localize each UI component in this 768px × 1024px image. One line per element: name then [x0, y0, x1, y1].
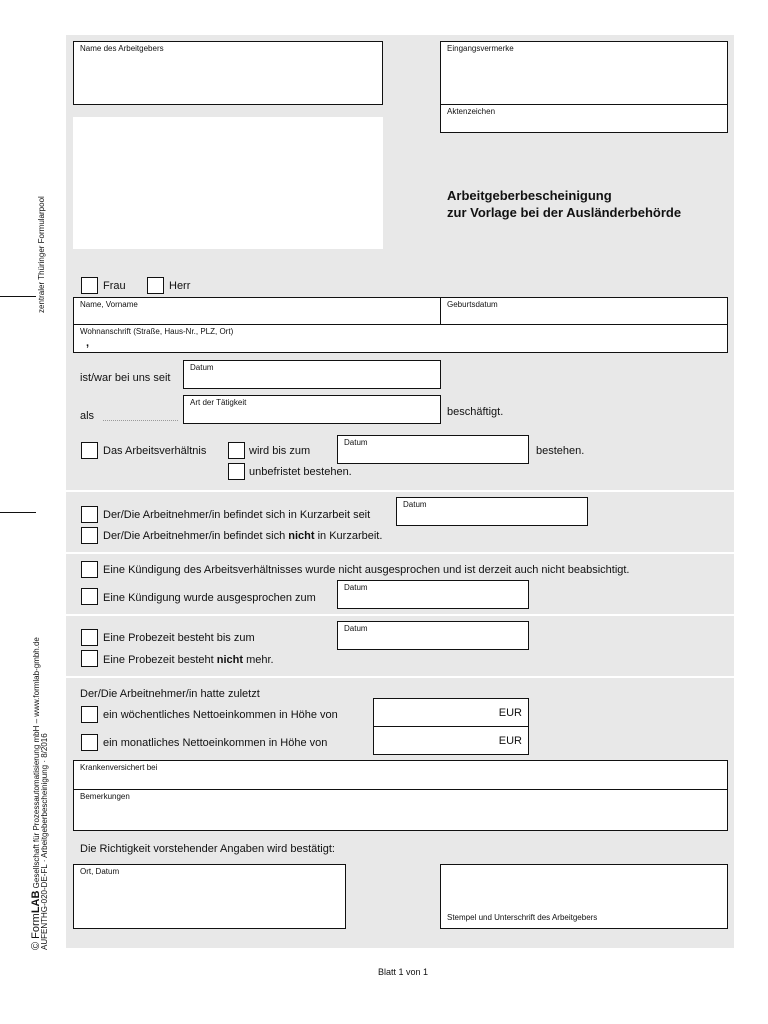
insured-label: Krankenversichert bei	[80, 763, 158, 772]
monthly-income-checkbox[interactable]	[81, 734, 98, 751]
copyright-prefix: © Form	[30, 913, 42, 950]
file-reference-field[interactable]	[440, 104, 728, 133]
signature-field[interactable]	[440, 864, 728, 929]
address-field[interactable]	[73, 324, 728, 353]
receipt-label: Eingangsvermerke	[447, 44, 514, 53]
kurzarbeit-not-checkbox[interactable]	[81, 527, 98, 544]
signature-label: Stempel und Unterschrift des Arbeitgebers	[447, 913, 598, 922]
employed-since-date-field[interactable]	[183, 360, 441, 389]
fold-mark-middle	[0, 512, 36, 513]
kurzarbeit-not-prefix: Der/Die Arbeitnehmer/in befindet sich	[103, 530, 289, 542]
probezeit-date-label: Datum	[344, 624, 368, 633]
as-label: als	[80, 410, 95, 422]
relation-until-date-label: Datum	[344, 438, 368, 447]
form-title-line1: Arbeitgeberbescheinigung	[447, 188, 612, 203]
as-dotted-line	[103, 420, 178, 421]
income-intro: Der/Die Arbeitnehmer/in hatte zuletzt	[80, 688, 260, 700]
monthly-income-label: ein monatliches Nettoeinkommen in Höhe von	[103, 737, 328, 749]
weekly-income-field[interactable]	[373, 698, 529, 727]
kurzarbeit-since-checkbox[interactable]	[81, 506, 98, 523]
form-code: AUFENTHG-020-DE-FL · Arbeitgeberbescheinigung · 8/2016	[40, 733, 49, 950]
kurzarbeit-date-field[interactable]	[396, 497, 588, 526]
probezeit-none-prefix: Eine Probezeit besteht	[103, 654, 217, 666]
form-title	[447, 187, 681, 221]
dob-label: Geburtsdatum	[447, 300, 498, 309]
relation-until-date-field[interactable]	[337, 435, 529, 464]
herr-checkbox[interactable]	[147, 277, 164, 294]
kurzarbeit-not-suffix: in Kurzarbeit.	[314, 530, 383, 542]
employer-name-label: Name des Arbeitgebers	[80, 44, 164, 53]
monthly-income-field[interactable]	[373, 726, 529, 755]
kurzarbeit-date-label: Datum	[403, 500, 427, 509]
dob-field[interactable]	[440, 297, 728, 325]
kuendigung-given-checkbox[interactable]	[81, 588, 98, 605]
probezeit-none-checkbox[interactable]	[81, 650, 98, 667]
kuendigung-date-field[interactable]	[337, 580, 529, 609]
probezeit-none-emph: nicht	[216, 654, 244, 666]
employed-label: beschäftigt.	[447, 406, 504, 418]
employed-since-date-label: Datum	[190, 363, 214, 372]
address-window[interactable]	[73, 117, 383, 249]
name-field[interactable]	[73, 297, 441, 325]
remarks-field[interactable]	[73, 789, 728, 831]
probezeit-none-suffix: mehr.	[243, 654, 274, 666]
monthly-currency: EUR	[498, 735, 522, 747]
receipt-field[interactable]	[440, 41, 728, 105]
address-label: Wohnanschrift (Straße, Haus-Nr., PLZ, Ort)	[80, 327, 234, 336]
until-checkbox[interactable]	[228, 442, 245, 459]
section-divider-1	[66, 490, 734, 492]
probezeit-date-field[interactable]	[337, 621, 529, 650]
fold-mark-top	[0, 296, 36, 297]
company-text: Gesellschaft für Prozessautomatisierung mbH – www.formlab-gmbh.de	[32, 637, 41, 891]
copyright-brand: LAB	[30, 890, 42, 914]
kuendigung-none-label: Eine Kündigung des Arbeitsverhältnisses wurde nicht ausgesprochen und ist derzeit auch nicht beabsichtigt.	[103, 564, 630, 576]
place-date-field[interactable]	[73, 864, 346, 929]
kurzarbeit-since-label: Der/Die Arbeitnehmer/in befindet sich in Kurzarbeit seit	[103, 509, 371, 521]
activity-label: Art der Tätigkeit	[190, 398, 247, 407]
exist-label: bestehen.	[536, 445, 585, 457]
address-value: ,	[86, 337, 90, 349]
file-reference-label: Aktenzeichen	[447, 107, 496, 116]
frau-checkbox[interactable]	[81, 277, 98, 294]
weekly-income-checkbox[interactable]	[81, 706, 98, 723]
section-divider-3	[66, 614, 734, 616]
employed-since-label: ist/war bei uns seit	[80, 372, 171, 384]
activity-field[interactable]	[183, 395, 441, 424]
frau-label: Frau	[103, 280, 126, 292]
insured-field[interactable]	[73, 760, 728, 790]
place-date-label: Ort, Datum	[80, 867, 120, 876]
unlimited-label: unbefristet bestehen.	[249, 466, 352, 478]
form-title-line2: zur Vorlage bei der Ausländerbehörde	[447, 205, 682, 220]
probezeit-until-label: Eine Probezeit besteht bis zum	[103, 632, 255, 644]
kurzarbeit-not-emph: nicht	[288, 530, 315, 542]
probezeit-none-label	[103, 654, 274, 666]
relation-checkbox[interactable]	[81, 442, 98, 459]
kuendigung-none-checkbox[interactable]	[81, 561, 98, 578]
confirm-statement: Die Richtigkeit vorstehender Angaben wird bestätigt:	[80, 843, 335, 855]
kurzarbeit-not-label	[103, 530, 382, 542]
employer-name-field[interactable]	[73, 41, 383, 105]
kuendigung-date-label: Datum	[344, 583, 368, 592]
weekly-currency: EUR	[498, 707, 522, 719]
section-divider-2	[66, 552, 734, 554]
page-number: Blatt 1 von 1	[377, 967, 429, 977]
section-divider-4	[66, 676, 734, 678]
remarks-label: Bemerkungen	[80, 792, 130, 801]
herr-label: Herr	[169, 280, 191, 292]
until-label: wird bis zum	[249, 445, 311, 457]
kuendigung-given-label: Eine Kündigung wurde ausgesprochen zum	[103, 592, 316, 604]
pool-text: zentraler Thüringer Formularpool	[37, 196, 46, 313]
probezeit-until-checkbox[interactable]	[81, 629, 98, 646]
unlimited-checkbox[interactable]	[228, 463, 245, 480]
name-label: Name, Vorname	[80, 300, 138, 309]
weekly-income-label: ein wöchentliches Nettoeinkommen in Höhe von	[103, 709, 338, 721]
relation-label: Das Arbeitsverhältnis	[103, 445, 207, 457]
